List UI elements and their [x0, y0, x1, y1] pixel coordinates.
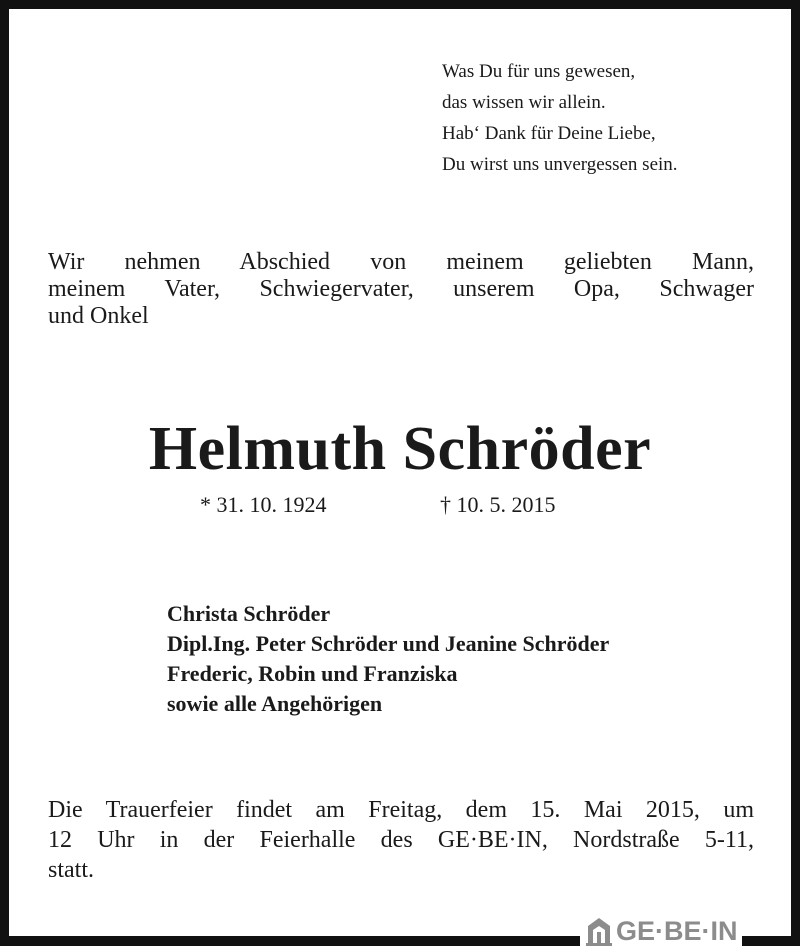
- death-date: † 10. 5. 2015: [440, 492, 556, 517]
- ceremony-line: 12 Uhr in der Feierhalle des GE·BE·IN, Nordstraße 5-11,: [48, 827, 754, 853]
- poem-line: Hab‘ Dank für Deine Liebe,: [442, 123, 656, 144]
- poem-line: Was Du für uns gewesen,: [442, 61, 636, 82]
- mourners-list: [167, 599, 609, 719]
- ceremony-line: Die Trauerfeier findet am Freitag, dem 15. Mai 2015, um: [48, 797, 754, 823]
- mourner-line: Dipl.Ing. Peter Schröder und Jeanine Schröder: [167, 631, 610, 656]
- poem-verse: [442, 56, 678, 180]
- gebein-logo-text: GE·BE·IN: [616, 916, 738, 946]
- ceremony-info: [48, 795, 754, 885]
- poem-line: das wissen wir allein.: [442, 92, 606, 113]
- mourner-line: sowie alle Angehörigen: [167, 691, 383, 716]
- mourner-line: Frederic, Robin und Franziska: [167, 661, 458, 686]
- birth-date: * 31. 10. 1924: [200, 492, 327, 517]
- farewell-text: [48, 249, 754, 330]
- farewell-line: und Onkel: [48, 303, 149, 329]
- mourner-line: Christa Schröder: [167, 601, 331, 626]
- farewell-line: Wir nehmen Abschied von meinem geliebten Mann,: [48, 249, 754, 275]
- ceremony-line: statt.: [48, 857, 94, 883]
- gebein-logo: [580, 912, 742, 946]
- farewell-line: meinem Vater, Schwiegervater, unserem Opa, Schwager: [48, 276, 754, 302]
- deceased-name: Helmuth Schröder: [148, 415, 652, 483]
- gebein-logo-icon: [586, 916, 612, 946]
- poem-line: Du wirst uns unvergessen sein.: [442, 154, 678, 175]
